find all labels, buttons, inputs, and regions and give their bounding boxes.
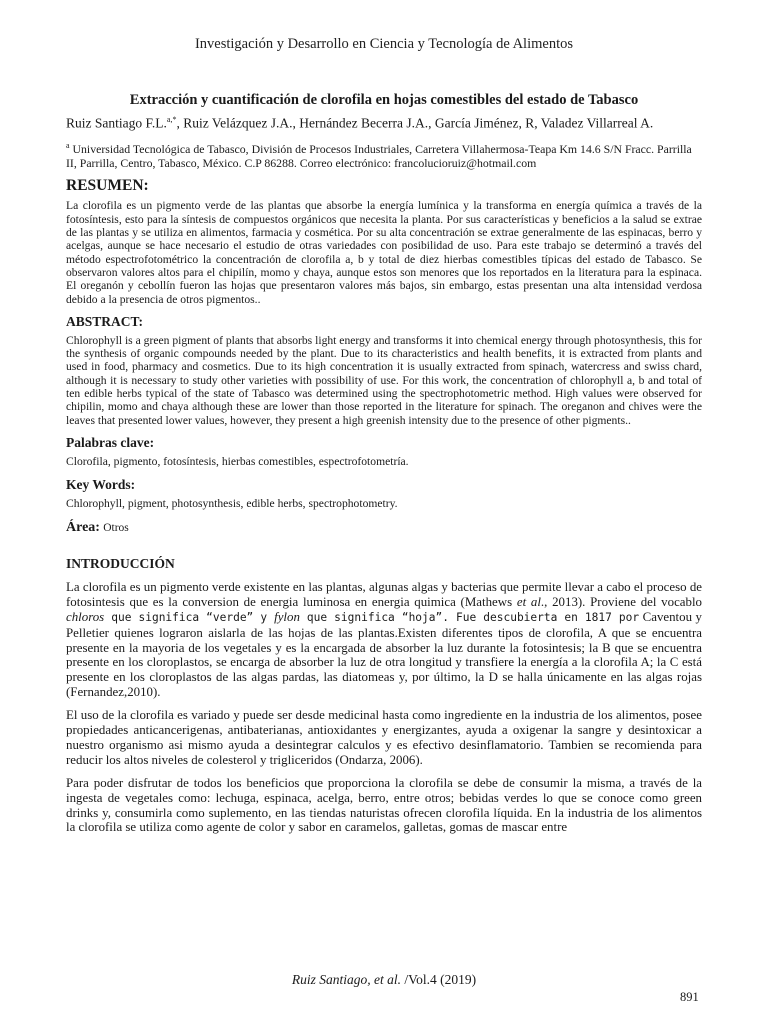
page-number: 891 bbox=[680, 990, 699, 1004]
intro-paragraph-1 bbox=[66, 580, 702, 700]
authors-line bbox=[66, 115, 702, 132]
footer-citation bbox=[0, 972, 768, 988]
introduccion-heading: INTRODUCCIÓN bbox=[66, 555, 175, 571]
abstract-text: Chlorophyll is a green pigment of plants that absorbs light energy and transforms it into chemical energy through photosynthesis, this for the synthesis of organic compounds needed by the plant. Due to its characteristics and health benefits, it is extracted from plants and used in food, pharmacy and cosmetics. Due to its high concentration it is usually extracted from spinach, watercress and swiss chard, although it is necessary to study other varieties with possibility of use. For this work, the concentration of chlorophyll a, b and total of ten edible herbs typical of the state of Tabasco was determined using the spectrophotometric method. High values were observed for chipilin, momo and chaya although these are lower than those reported in the literature for spinach. The oreganon and chives were the leaves that presented lower values, however, they present a high greenish intensity due to the presence of other pigments.. bbox=[66, 333, 702, 427]
palabras-clave-text: Clorofila, pigmento, fotosíntesis, hierbas comestibles, espectrofotometría. bbox=[66, 454, 409, 468]
intro-p1-b: ., 2013). Proviene del vocablo bbox=[540, 594, 702, 609]
resumen-text: La clorofila es un pigmento verde de las plantas que absorbe la energía lumínica y la transforma en energía química a través de la fotosíntesis, esto para la síntesis de compuestos orgánicos que necesita la planta. Por sus características y beneficios a la salud se extrae de las plantas y se utiliza en alimentos, farmacia y cosmética. Por su alta concentración se extrae generalmente de las espinacas, berro y acelgas, aunque se hace necesario el estudio de otras variedades con posibilidad de uso. Para este trabajo se determinó a través del método espectrofotométrico la concentración de clorofila a, b y total de diez hierbas comestibles típicas del estado de Tabasco. Se observaron valores altos para el chipilín, momo y chaya, aunque estos son menores que los reportados en la literatura para la espinaca. El oreganón y cebollín fueron las hojas que presentaron valores más bajos, sin embargo, estas presentan una alta intensidad verdosa debido a la presencia de otros pigmentos.. bbox=[66, 199, 702, 306]
affiliation bbox=[66, 138, 702, 172]
area-line bbox=[66, 519, 702, 536]
intro-p1-d: que significa “hoja”. Fue descubierta en 1817 por bbox=[299, 610, 640, 624]
intro-paragraph-2: El uso de la clorofila es variado y puede ser desde medicinal hasta como ingrediente en la industria de los alimentos, posee propiedades anticancerigenas, antibaterianas, antioxidantes y energizantes, ayuda a oxigenar la sangre y desintoxicar a nuestro organismo asi mismo ayuda a desintegrar calculos y es efectivo desinflamatorio. Tambien se recomienda para reducir los altos niveles de colesterol y trigliceridos (Ondarza, 2006). bbox=[66, 708, 702, 767]
footer-citation-authors: Ruiz Santiago, et al. bbox=[291, 972, 401, 987]
area-label: Área: bbox=[66, 519, 100, 535]
article-content bbox=[66, 92, 702, 843]
intro-paragraph-3: Para poder disfrutar de todos los beneficios que proporciona la clorofila se debe de consumir la misma, a través de la ingesta de vegetales como: lechuga, espinaca, acelga, berro, entre otros; bebidas verdes lo que se conoce como green drinks y, consumirla como suplemento, en las tiendas naturistas ofrecen clorofila líquida. En la industria de los alimentos la clorofila se utiliza como agente de color y sabor en caramelos, galletas, gomas de mascar entre bbox=[66, 775, 702, 835]
intro-p1-chloros: chloros bbox=[66, 609, 105, 624]
intro-p1-c: que significa “verde” y bbox=[104, 610, 275, 624]
affiliation-superscript: a bbox=[66, 140, 70, 150]
resumen-heading: RESUMEN: bbox=[66, 177, 149, 195]
intro-p1-etal: et al bbox=[516, 594, 541, 609]
affiliation-text: Universidad Tecnológica de Tabasco, División de Procesos Industriales, Carretera Villahermosa-Teapa Km 14.6 S/N Fracc. Parrilla II, Parrilla, Centro, Tabasco, México. C.P 86288. Correo electrónico: francolucioruiz@hotmail.com bbox=[66, 141, 692, 171]
key-words-text: Chlorophyll, pigment, photosynthesis, edible herbs, spectrophotometry. bbox=[66, 496, 398, 510]
footer-citation-volume: /Vol.4 (2019) bbox=[400, 972, 477, 987]
authors-superscript: a,* bbox=[166, 115, 177, 124]
intro-p1-a: La clorofila es un pigmento verde existente en las plantas, algunas algas y bacterias que permite llevar a cabo el proceso de fotosintesis que es la conversion de energia luminosa en energia quimica (Mathews bbox=[66, 579, 702, 609]
journal-header: Investigación y Desarrollo en Ciencia y Tecnología de Alimentos bbox=[194, 36, 574, 52]
intro-p1-fylon: fylon bbox=[274, 609, 300, 624]
key-words-heading: Key Words: bbox=[66, 476, 136, 492]
abstract-heading: ABSTRACT: bbox=[66, 313, 144, 329]
palabras-clave-heading: Palabras clave: bbox=[66, 434, 155, 450]
article-title: Extracción y cuantificación de clorofila en hojas comestibles del estado de Tabasco bbox=[129, 92, 639, 108]
area-value: Otros bbox=[103, 521, 129, 534]
authors-first: Ruiz Santiago F.L. bbox=[66, 115, 167, 131]
authors-rest: , Ruiz Velázquez J.A., Hernández Becerra J.A., García Jiménez, R, Valadez Villarreal A. bbox=[176, 115, 654, 131]
intro-p1-e: Caventou y Pelletier quienes lograron aislarla de las hojas de las plantas.Existen diferentes tipos de clorofila, A que se encuentra presente en la mayoria de los vegetales y es la encargada de absorber la luz durante la fotosintesis; la B que se encuentra presente en los cloroplastos, se encarga de absorber la luz de otra longitud y transfiere la energía a la clorofila A; la C está presente en los cloroplastos de las algas pardas, las diatomeas y, por último, la D se halla únicamente en las algas rojas (Fernandez,2010). bbox=[66, 609, 702, 700]
